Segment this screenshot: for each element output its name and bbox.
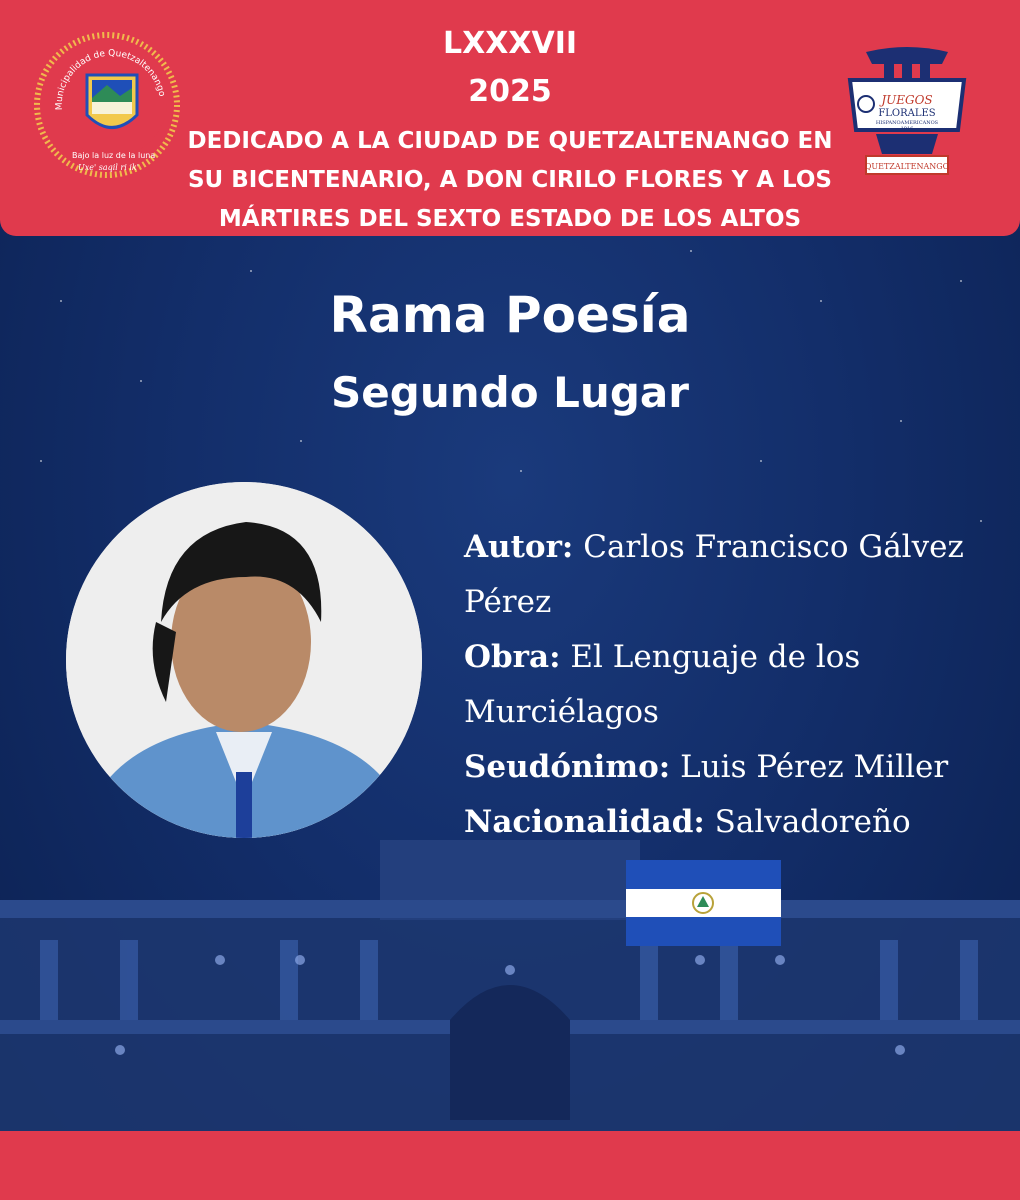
author-value: Carlos Francisco Gálvez Pérez bbox=[464, 529, 964, 620]
author-info bbox=[464, 520, 994, 850]
author-photo bbox=[66, 482, 422, 838]
dedication-line-1: DEDICADO A LA CIUDAD DE QUETZALTENANGO EN bbox=[187, 128, 833, 154]
svg-text:HISPANOAMERICANOS: HISPANOAMERICANOS bbox=[875, 120, 939, 126]
dedication-line-3: MÁRTIRES DEL SEXTO ESTADO DE LOS ALTOS bbox=[218, 206, 802, 232]
svg-text:JUEGOS: JUEGOS bbox=[881, 93, 933, 107]
footer-bar bbox=[0, 1131, 1020, 1200]
nationality-label: Nacionalidad: bbox=[464, 804, 705, 840]
svg-text:Uxe' saqil ri ik': Uxe' saqil ri ik' bbox=[78, 163, 139, 172]
branch-title: Rama Poesía bbox=[329, 286, 691, 344]
municipal-seal-icon bbox=[32, 30, 182, 180]
svg-text:FLORALES: FLORALES bbox=[878, 108, 936, 119]
edition-year: 2025 bbox=[468, 74, 552, 109]
pseudonym-row bbox=[464, 740, 994, 795]
pseudonym-label: Seudónimo: bbox=[464, 749, 671, 785]
edition-number: LXXXVII bbox=[442, 26, 578, 61]
work-row bbox=[464, 630, 994, 740]
svg-text:QUETZALTENANGO: QUETZALTENANGO bbox=[864, 162, 950, 171]
svg-text:1916: 1916 bbox=[900, 126, 914, 132]
juegos-florales-logo-icon bbox=[846, 44, 968, 180]
dedication-line-2: SU BICENTENARIO, A DON CIRILO FLORES Y A LOS bbox=[187, 167, 832, 193]
author-row bbox=[464, 520, 994, 630]
el-salvador-flag-icon bbox=[626, 860, 781, 946]
pseudonym-value: Luis Pérez Miller bbox=[680, 749, 949, 785]
nationality-row bbox=[464, 795, 994, 850]
work-value: El Lenguaje de los Murciélagos bbox=[464, 639, 861, 730]
svg-text:Bajo la luz de la luna: Bajo la luz de la luna bbox=[72, 151, 156, 160]
palace-silhouette bbox=[0, 820, 1020, 1132]
svg-text:Municipalidad de Quetzaltenang: Municipalidad de Quetzaltenango bbox=[54, 48, 167, 111]
place-subtitle: Segundo Lugar bbox=[331, 368, 689, 417]
work-label: Obra: bbox=[464, 639, 561, 675]
nationality-value: Salvadoreño bbox=[714, 804, 911, 840]
author-label: Autor: bbox=[464, 529, 574, 565]
